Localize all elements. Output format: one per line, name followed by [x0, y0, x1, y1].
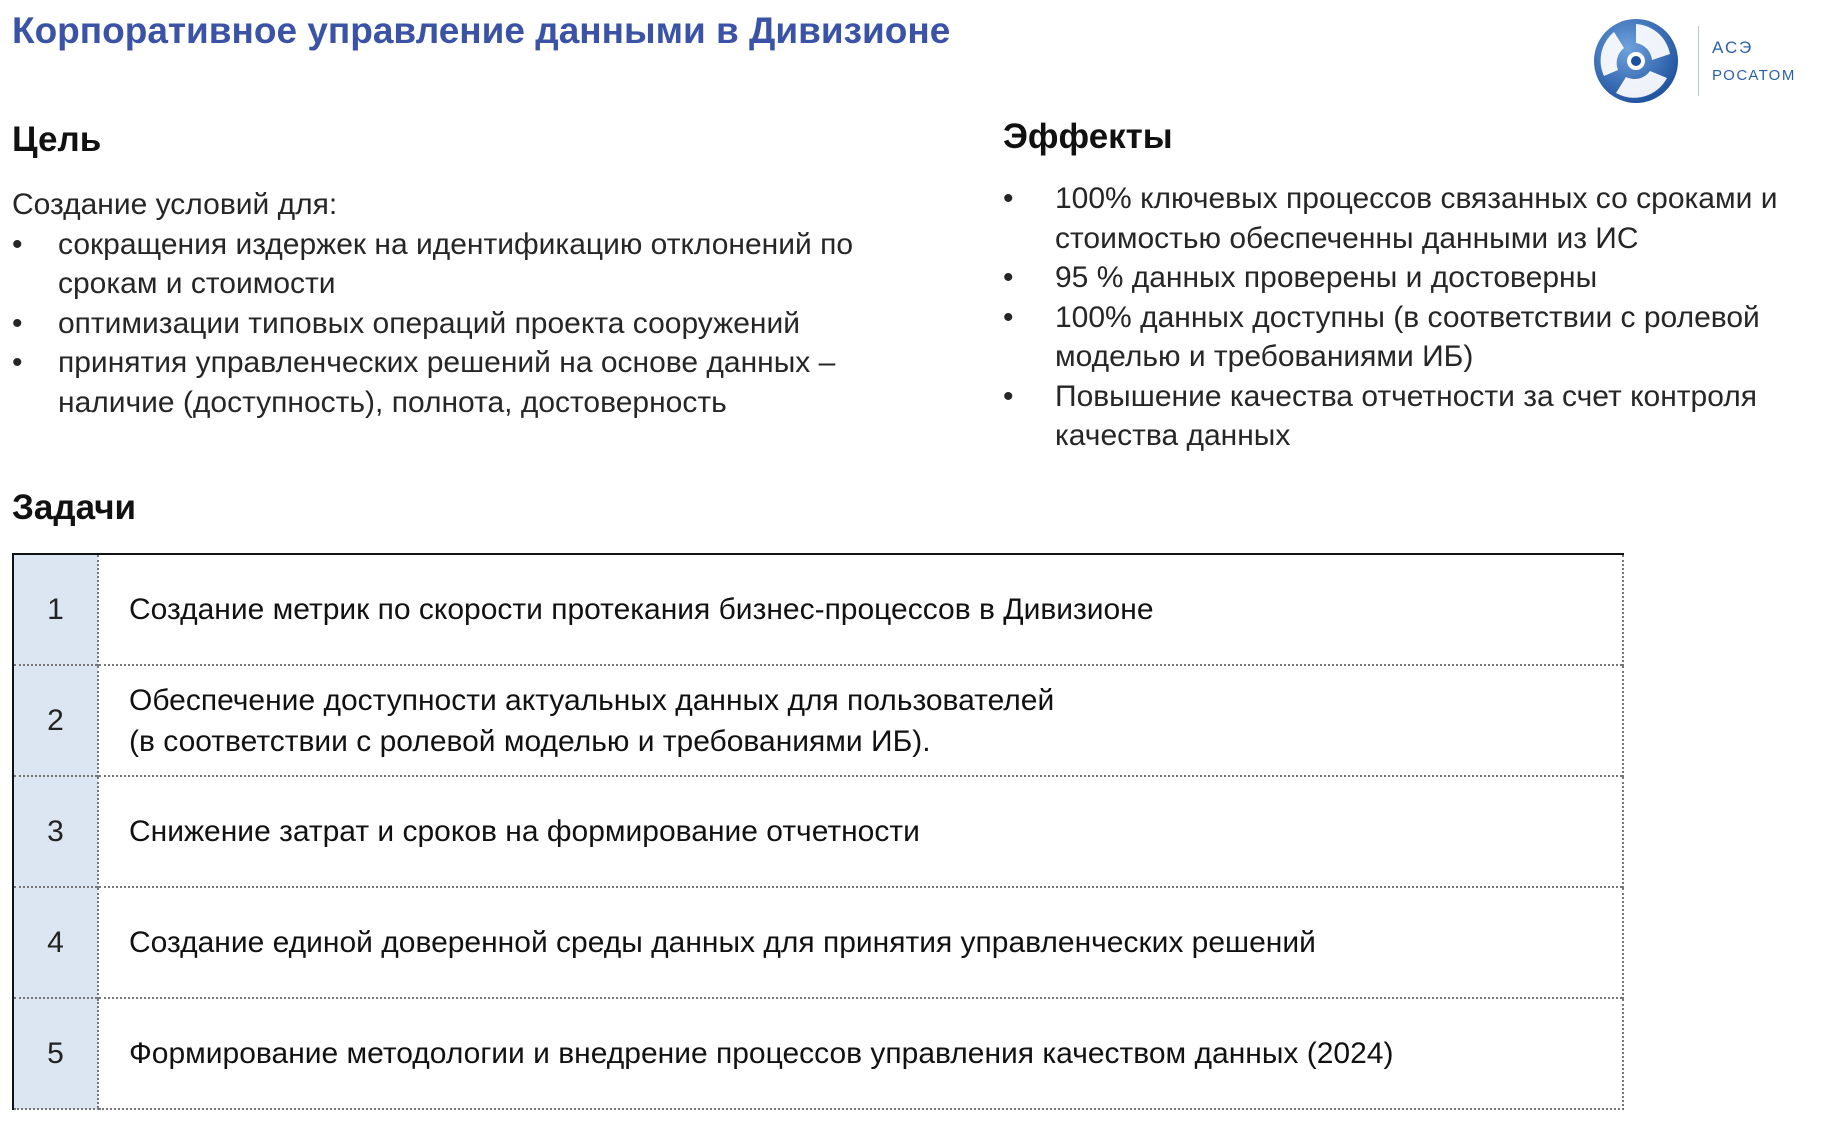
rosatom-emblem-icon: [1590, 16, 1682, 106]
task-number: 5: [13, 998, 98, 1109]
list-item: • сокращения издержек на идентификацию отклонений по срокам и стоимости: [12, 225, 942, 304]
task-description: Создание метрик по скорости протекания бизнес-процессов в Дивизионе: [98, 554, 1623, 665]
task-number: 1: [13, 554, 98, 665]
effects-heading: Эффекты: [1003, 117, 1173, 156]
goal-list: [12, 225, 942, 423]
bullet-icon: •: [12, 346, 23, 379]
logo-text-ase: АСЭ: [1712, 38, 1754, 57]
task-description: Обеспечение доступности актуальных данных для пользователей (в соответствии с ролевой моделью и требованиями ИБ).: [98, 665, 1623, 776]
list-item: • 100% ключевых процессов связанных со сроками и стоимостью обеспеченны данными из ИС: [1003, 179, 1845, 258]
list-item: • 100% данных доступны (в соответствии с ролевой моделью и требованиями ИБ): [1003, 298, 1845, 377]
table-row: [13, 554, 1623, 665]
list-item: • 95 % данных проверены и достоверны: [1003, 258, 1845, 298]
goal-section: [12, 185, 942, 422]
bullet-icon: •: [12, 227, 23, 261]
page-title: Корпоративное управление данными в Дивизионе: [12, 10, 951, 51]
task-description: Формирование методологии и внедрение процессов управления качеством данных (2024): [98, 998, 1623, 1109]
bullet-icon: •: [1003, 182, 1014, 215]
bullet-icon: •: [1003, 379, 1014, 413]
logo-divider: [1698, 26, 1699, 96]
logo-text-rosatom: РОСАТОМ: [1712, 67, 1796, 84]
goal-heading: Цель: [12, 120, 102, 159]
list-item: • принятия управленческих решений на основе данных – наличие (доступность), полнота, достоверность: [12, 343, 942, 422]
table-row: [13, 887, 1623, 998]
task-number: 2: [13, 665, 98, 776]
effects-section: [1003, 179, 1845, 456]
table-row: [13, 998, 1623, 1109]
table-row: [13, 776, 1623, 887]
effects-list: [1003, 179, 1845, 456]
task-description: Снижение затрат и сроков на формирование отчетности: [98, 776, 1623, 887]
logo: [1590, 16, 1840, 106]
task-number: 4: [13, 887, 98, 998]
tasks-table: [12, 553, 1624, 1110]
bullet-icon: •: [1003, 300, 1014, 334]
tasks-heading: Задачи: [12, 488, 137, 527]
list-item: • Повышение качества отчетности за счет контроля качества данных: [1003, 377, 1845, 456]
bullet-icon: •: [1003, 261, 1014, 294]
task-number: 3: [13, 776, 98, 887]
table-row: [13, 665, 1623, 776]
bullet-icon: •: [12, 306, 23, 340]
task-description: Создание единой доверенной среды данных для принятия управленческих решений: [98, 887, 1623, 998]
list-item: • оптимизации типовых операций проекта сооружений: [12, 304, 942, 344]
goal-intro: Создание условий для:: [12, 188, 338, 221]
